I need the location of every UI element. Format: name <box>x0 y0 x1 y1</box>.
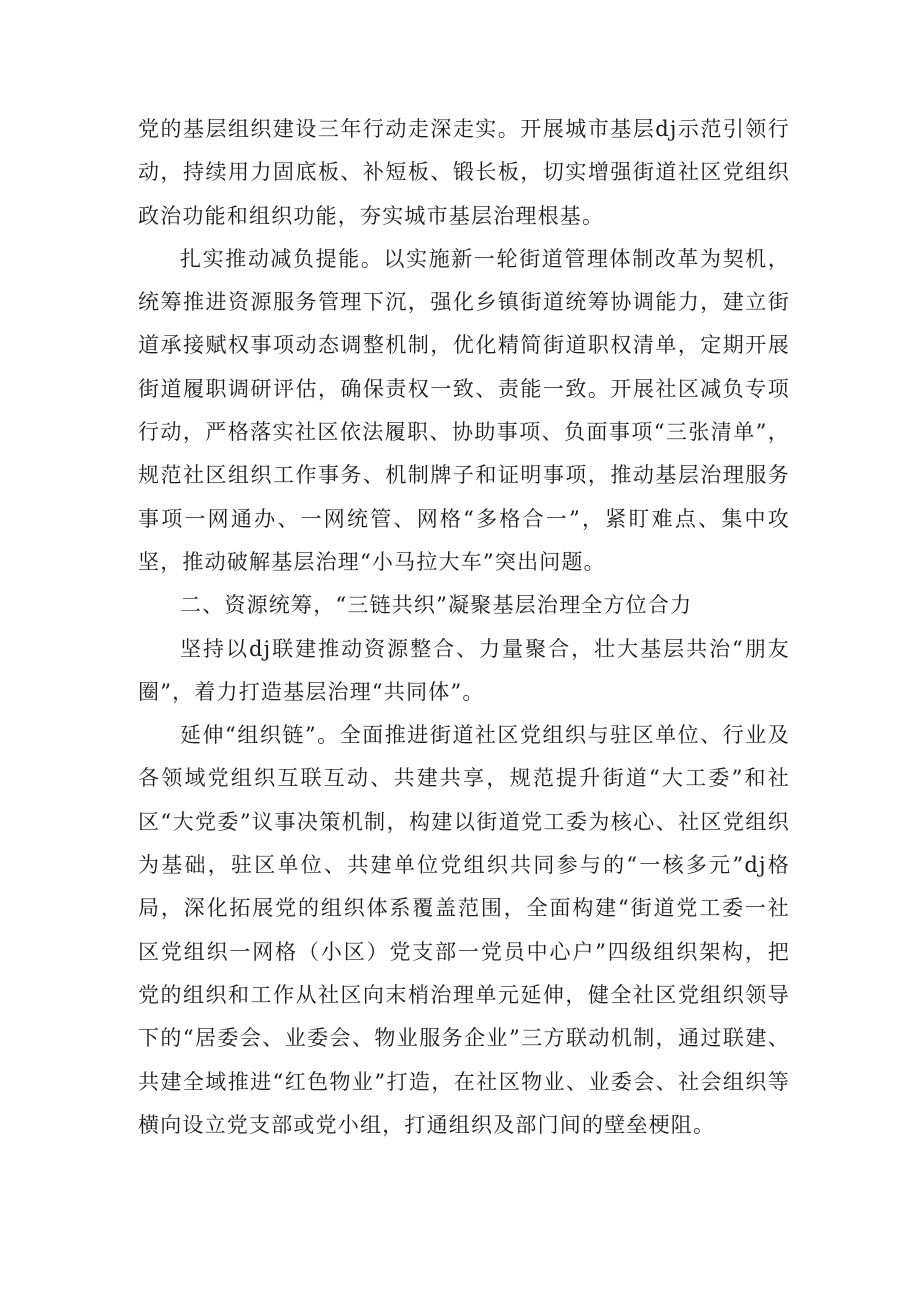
document-body <box>138 108 790 1147</box>
paragraph-joint-building: 坚持以dj联建推动资源整合、力量聚合，壮大基层共治“朋友圈”，着力打造基层治理“共同体”。 <box>138 636 790 704</box>
paragraph-organization-chain: 延伸“组织链”。全面推进街道社区党组织与驻区单位、行业及各领域党组织互联互动、共建共享，规范提升街道“大工委”和社区“大党委”议事决策机制，构建以街道党工委为核心、社区党组织为基础，驻区单位、共建单位党组织共同参与的“一核多元”dj格局，深化拓展党的组织体系覆盖范围，全面构建“街道党工委一社区党组织一网格（小区）党支部一党员中心户”四级组织架构，把党的组织和工作从社区向末梢治理单元延伸，健全社区党组织领导下的“居委会、业委会、物业服务企业”三方联动机制，通过联建、共建全域推进“红色物业”打造，在社区物业、业委会、社会组织等横向设立党支部或党小组，打通组织及部门间的壁垒梗阻。 <box>138 723 790 1137</box>
paragraph-continuation: 党的基层组织建设三年行动走深走实。开展城市基层dj示范引领行动，持续用力固底板、补短板、锻长板，切实增强街道社区党组织政治功能和组织功能，夯实城市基层治理根基。 <box>138 117 790 228</box>
paragraph-reduce-burden: 扎实推动减负提能。以实施新一轮街道管理体制改革为契机，统筹推进资源服务管理下沉，强化乡镇街道统筹协调能力，建立街道承接赋权事项动态调整机制，优化精简街道职权清单，定期开展街道履职调研评估，确保责权一致、责能一致。开展社区减负专项行动，严格落实社区依法履职、协助事项、负面事项“三张清单”，规范社区组织工作事务、机制牌子和证明事项，推动基层治理服务事项一网通办、一网统管、网格“多格合一”，紧盯难点、集中攻坚，推动破解基层治理“小马拉大车”突出问题。 <box>138 246 790 574</box>
section-heading-resource-coordination: 二、资源统筹，“三链共织”凝聚基层治理全方位合力 <box>180 593 693 618</box>
